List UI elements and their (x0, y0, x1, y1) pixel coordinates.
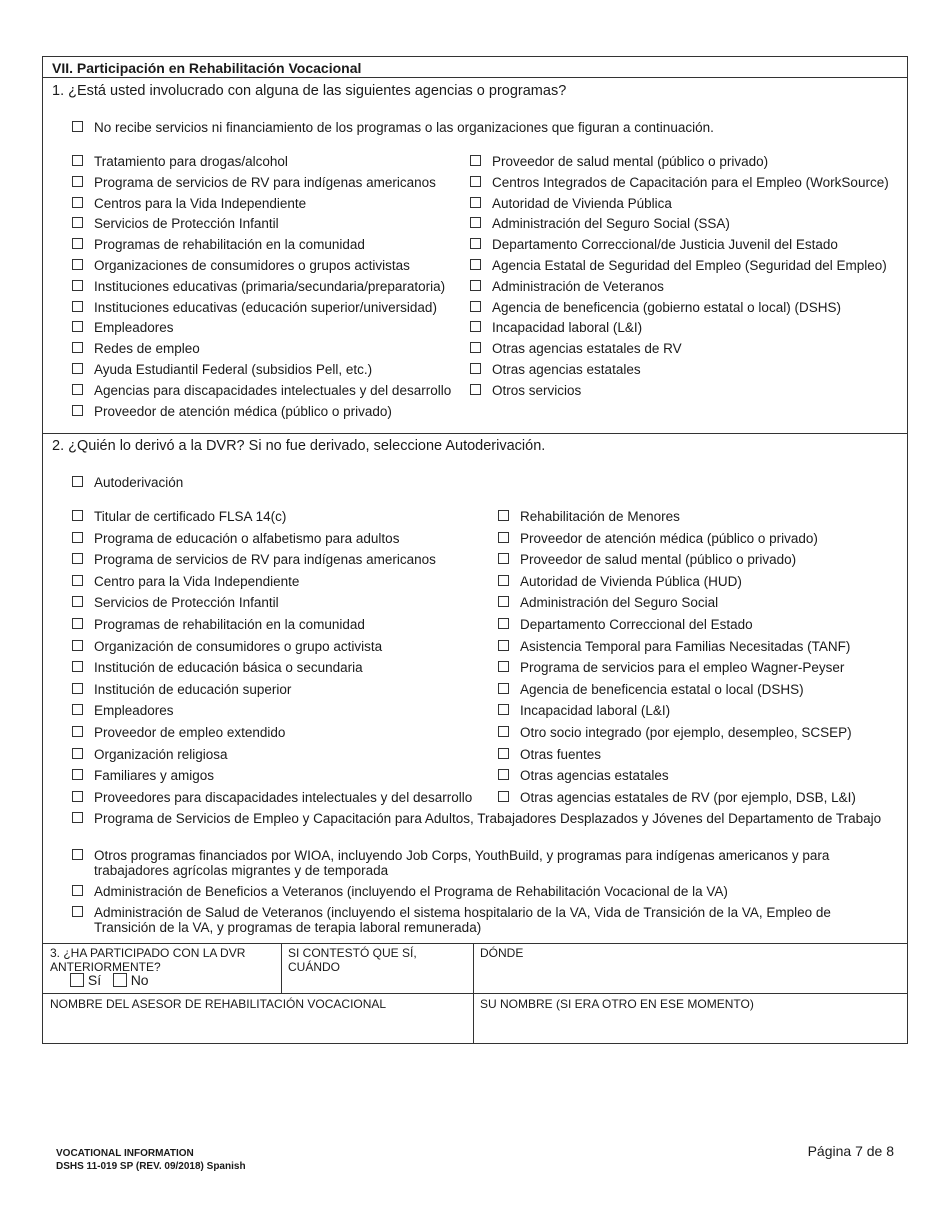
option-label: Agencia Estatal de Seguridad del Empleo (Seguridad del Empleo) (492, 258, 887, 273)
option-label: Otras agencias estatales de RV (por ejemplo, DSB, L&I) (520, 789, 856, 805)
checkbox-option[interactable] (72, 617, 365, 633)
checkbox[interactable] (72, 596, 83, 607)
checkbox-option[interactable] (72, 905, 894, 935)
checkbox-option[interactable] (498, 660, 844, 676)
option-label: Otras agencias estatales (520, 768, 669, 784)
option-label: Proveedores para discapacidades intelectuales y del desarrollo (94, 789, 473, 805)
your-name-field[interactable]: SU NOMBRE (SI ERA OTRO EN ESE MOMENTO) (480, 997, 754, 1011)
checkbox-option[interactable] (72, 279, 445, 295)
checkbox-option[interactable] (498, 725, 852, 741)
q3-answers (70, 973, 149, 987)
checkbox-option[interactable] (72, 595, 279, 611)
option-label: Centro para la Vida Independiente (94, 573, 300, 589)
checkbox[interactable] (470, 301, 481, 312)
checkbox-option[interactable] (72, 509, 286, 525)
checkbox-option[interactable] (498, 509, 680, 525)
checkbox[interactable] (72, 342, 83, 353)
divider (281, 943, 282, 993)
yes-checkbox[interactable] (70, 973, 84, 987)
checkbox-option[interactable] (72, 703, 174, 719)
checkbox-option[interactable] (498, 768, 669, 784)
checkbox[interactable] (498, 683, 509, 694)
checkbox[interactable] (72, 906, 83, 917)
checkbox[interactable] (72, 510, 83, 521)
checkbox-option[interactable] (72, 811, 894, 826)
no-checkbox[interactable] (113, 973, 127, 987)
checkbox-option[interactable] (72, 660, 363, 676)
checkbox[interactable] (72, 769, 83, 780)
option-label: Familiares y amigos (94, 768, 215, 784)
checkbox-option[interactable] (72, 300, 437, 316)
option-label: Incapacidad laboral (L&I) (520, 703, 671, 719)
counselor-name-field[interactable]: NOMBRE DEL ASESOR DE REHABILITACIÓN VOCACIONAL (50, 997, 387, 1011)
option-label: Autoridad de Vivienda Pública (HUD) (520, 573, 742, 589)
checkbox-option[interactable] (470, 175, 889, 191)
option-label: Organizaciones de consumidores o grupos activistas (94, 258, 410, 273)
checkbox-option[interactable] (72, 175, 436, 191)
q2-self-option[interactable]: Autoderivación (72, 475, 183, 491)
checkbox[interactable] (470, 197, 481, 208)
checkbox[interactable] (498, 748, 509, 759)
checkbox-option[interactable] (470, 362, 641, 378)
checkbox[interactable] (470, 238, 481, 249)
checkbox-option[interactable] (470, 341, 682, 357)
q2-question: 2. ¿Quién lo derivó a la DVR? Si no fue derivado, seleccione Autoderivación. (52, 438, 546, 454)
q1-question: 1. ¿Está usted involucrado con alguna de las siguientes agencias o programas? (52, 83, 567, 99)
checkbox[interactable] (72, 363, 83, 374)
checkbox-option[interactable] (470, 154, 768, 170)
checkbox-option[interactable] (72, 341, 200, 357)
checkbox-option[interactable] (470, 237, 838, 253)
checkbox-option[interactable] (470, 258, 887, 274)
checkbox[interactable] (498, 769, 509, 780)
checkbox[interactable] (470, 321, 481, 332)
option-label: Programas de rehabilitación en la comunidad (94, 237, 365, 253)
where-field[interactable]: DÓNDE (480, 946, 524, 960)
option-label: Departamento Correccional/de Justicia Juvenil del Estado (492, 237, 838, 253)
checkbox-option[interactable] (498, 682, 804, 698)
checkbox-option[interactable] (470, 383, 581, 399)
checkbox-option[interactable] (72, 747, 228, 763)
checkbox[interactable] (72, 812, 83, 823)
option-label: Redes de empleo (94, 341, 200, 357)
checkbox[interactable] (498, 640, 509, 651)
checkbox[interactable] (470, 155, 481, 166)
checkbox-option[interactable] (470, 216, 730, 232)
checkbox[interactable] (498, 532, 509, 543)
checkbox[interactable] (72, 748, 83, 759)
option-label: Otras agencias estatales (492, 362, 641, 377)
checkbox[interactable] (72, 791, 83, 802)
option-label: Servicios de Protección Infantil (94, 595, 279, 611)
option-label: Otras fuentes (520, 746, 602, 762)
form-sheet (42, 56, 908, 1044)
option-label: Proveedor de salud mental (público o privado) (492, 154, 769, 169)
checkbox-option[interactable] (72, 768, 214, 784)
checkbox-option[interactable] (470, 300, 841, 316)
option-label: Proveedor de atención médica (público o privado) (94, 403, 392, 419)
form-id (56, 1147, 246, 1173)
q3-question: 3. ¿HA PARTICIPADO CON LA DVR ANTERIORMENTE? (50, 946, 246, 974)
checkbox[interactable] (72, 661, 83, 672)
checkbox[interactable] (470, 342, 481, 353)
checkbox[interactable] (498, 596, 509, 607)
checkbox[interactable] (72, 849, 83, 860)
page-number: Página 7 de 8 (807, 1143, 894, 1159)
option-label: Agencia de beneficencia (gobierno estatal o local) (DSHS) (492, 299, 841, 315)
checkbox-option[interactable] (498, 790, 856, 806)
option-label: Empleadores (94, 703, 174, 719)
checkbox-option[interactable] (498, 552, 796, 568)
checkbox[interactable] (72, 885, 83, 896)
option-label: Programa de servicios para el empleo Wagner-Peyser (520, 660, 845, 676)
checkbox[interactable] (72, 704, 83, 715)
checkbox-option[interactable] (72, 154, 288, 170)
option-label: Ayuda Estudiantil Federal (subsidios Pell, etc.) (94, 362, 373, 377)
checkbox-option[interactable] (72, 404, 392, 420)
option-label: Programa de servicios de RV para indígenas americanos (94, 174, 436, 190)
checkbox-option[interactable] (72, 552, 436, 568)
when-field[interactable]: SI CONTESTÓ QUE SÍ, CUÁNDO (288, 946, 417, 974)
checkbox-option[interactable] (498, 574, 742, 590)
checkbox[interactable] (72, 476, 83, 487)
option-label: Autoridad de Vivienda Pública (492, 195, 672, 211)
option-label: Institución de educación superior (94, 681, 292, 697)
checkbox[interactable] (72, 238, 83, 249)
checkbox[interactable] (72, 217, 83, 228)
footer-line1: VOCATIONAL INFORMATION (56, 1148, 194, 1159)
option-label: Empleadores (94, 320, 174, 336)
checkbox[interactable] (72, 532, 83, 543)
option-label: Instituciones educativas (primaria/secundaria/preparatoria) (94, 278, 446, 294)
checkbox-option[interactable] (72, 790, 472, 806)
option-label: Incapacidad laboral (L&I) (492, 320, 643, 336)
checkbox[interactable] (72, 726, 83, 737)
option-label: Proveedor de salud mental (público o privado) (520, 552, 797, 568)
checkbox-option[interactable] (498, 617, 753, 633)
checkbox-option[interactable] (498, 639, 850, 655)
checkbox-option[interactable] (72, 237, 365, 253)
checkbox-option[interactable] (72, 725, 285, 741)
checkbox[interactable] (72, 575, 83, 586)
option-label: Programa de Servicios de Empleo y Capacitación para Adultos, Trabajadores Desplazados y Jóvenes del Departamento de Trabajo (94, 811, 882, 826)
option-label: Agencias para discapacidades intelectuales y del desarrollo (94, 382, 452, 398)
checkbox[interactable] (72, 384, 83, 395)
option-label: Otros programas financiados por WIOA, incluyendo Job Corps, YouthBuild, y programas para indígenas americanos y para trabajadores agrícolas migrantes y de temporada (94, 848, 830, 878)
checkbox[interactable] (498, 661, 509, 672)
checkbox-option[interactable] (72, 682, 291, 698)
option-label: Programa de servicios de RV para indígenas americanos (94, 552, 436, 568)
option-label: Servicios de Protección Infantil (94, 216, 279, 232)
option-label: Programa de educación o alfabetismo para adultos (94, 530, 400, 546)
checkbox[interactable] (72, 321, 83, 332)
option-label: Administración de Veteranos (492, 278, 664, 294)
checkbox[interactable] (470, 217, 481, 228)
checkbox-option[interactable] (72, 884, 894, 899)
option-label: Administración de Salud de Veteranos (incluyendo el sistema hospitalario de la VA, Vida de Transición de la VA, Empleo de Transición de la VA, y programas de terapia laboral remunerada) (94, 905, 831, 935)
option-label: Titular de certificado FLSA 14(c) (94, 509, 287, 524)
checkbox-option[interactable] (72, 320, 174, 336)
option-label: Organización de consumidores o grupo activista (94, 638, 383, 654)
checkbox-option[interactable] (470, 320, 642, 336)
checkbox[interactable] (470, 259, 481, 270)
option-label: Rehabilitación de Menores (520, 509, 680, 524)
checkbox[interactable] (470, 280, 481, 291)
checkbox[interactable] (72, 155, 83, 166)
checkbox-option[interactable] (72, 848, 894, 878)
checkbox[interactable] (72, 640, 83, 651)
divider (43, 433, 907, 434)
option-label: Administración de Beneficios a Veteranos (incluyendo el Programa de Rehabilitación Vocacional de la VA) (94, 884, 728, 899)
checkbox-option[interactable] (470, 196, 672, 212)
checkbox-option[interactable] (470, 279, 664, 295)
checkbox-option[interactable] (72, 196, 306, 212)
checkbox-option[interactable] (72, 216, 279, 232)
option-label: Otros servicios (492, 382, 582, 398)
checkbox[interactable] (72, 280, 83, 291)
option-label: Administración del Seguro Social (SSA) (492, 216, 730, 232)
checkbox[interactable] (72, 121, 83, 132)
q1-none-option[interactable]: No recibe servicios ni financiamiento de los programas o las organizaciones que figuran a continuación. (72, 120, 714, 136)
checkbox[interactable] (498, 553, 509, 564)
checkbox[interactable] (470, 363, 481, 374)
option-label: Organización religiosa (94, 746, 228, 762)
checkbox[interactable] (72, 197, 83, 208)
checkbox[interactable] (470, 176, 481, 187)
yes-label: Sí (87, 972, 102, 988)
footer-line2: DSHS 11-019 SP (REV. 09/2018) Spanish (56, 1161, 246, 1172)
divider (43, 993, 907, 994)
checkbox[interactable] (470, 384, 481, 395)
option-label: Asistencia Temporal para Familias Necesitadas (TANF) (520, 638, 851, 654)
checkbox[interactable] (498, 726, 509, 737)
checkbox[interactable] (498, 618, 509, 629)
option-label: Administración del Seguro Social (520, 595, 719, 611)
checkbox[interactable] (72, 618, 83, 629)
checkbox-option[interactable] (498, 703, 670, 719)
checkbox[interactable] (498, 575, 509, 586)
checkbox[interactable] (498, 704, 509, 715)
checkbox-option[interactable] (72, 383, 451, 399)
option-label: Agencia de beneficencia estatal o local (DSHS) (520, 681, 804, 697)
checkbox-option[interactable] (72, 531, 399, 547)
checkbox-option[interactable] (72, 639, 382, 655)
option-label: Centros para la Vida Independiente (94, 195, 307, 211)
checkbox[interactable] (498, 791, 509, 802)
checkbox[interactable] (72, 405, 83, 416)
checkbox-option[interactable] (72, 362, 372, 378)
option-label: Programas de rehabilitación en la comunidad (94, 617, 365, 632)
checkbox[interactable] (498, 510, 509, 521)
option-label: Otras agencias estatales de RV (492, 341, 682, 357)
checkbox[interactable] (72, 259, 83, 270)
checkbox[interactable] (72, 301, 83, 312)
option-label: Otro socio integrado (por ejemplo, desempleo, SCSEP) (520, 725, 852, 740)
checkbox-option[interactable] (498, 595, 718, 611)
checkbox-option[interactable] (498, 531, 818, 547)
option-label: Proveedor de empleo extendido (94, 725, 286, 740)
section-title: VII. Participación en Rehabilitación Vocacional (43, 57, 907, 78)
checkbox-option[interactable] (498, 747, 601, 763)
option-label: Institución de educación básica o secundaria (94, 660, 363, 676)
option-label: Departamento Correccional del Estado (520, 617, 753, 632)
divider (43, 943, 907, 944)
checkbox[interactable] (72, 176, 83, 187)
option-label: Proveedor de atención médica (público o privado) (520, 530, 818, 546)
checkbox[interactable] (72, 553, 83, 564)
option-label: Centros Integrados de Capacitación para el Empleo (WorkSource) (492, 174, 889, 190)
checkbox-option[interactable] (72, 258, 410, 274)
option-label: Instituciones educativas (educación superior/universidad) (94, 299, 437, 315)
checkbox-option[interactable] (72, 574, 299, 590)
option-label: Tratamiento para drogas/alcohol (94, 154, 288, 169)
no-label: No (130, 972, 149, 988)
checkbox[interactable] (72, 683, 83, 694)
